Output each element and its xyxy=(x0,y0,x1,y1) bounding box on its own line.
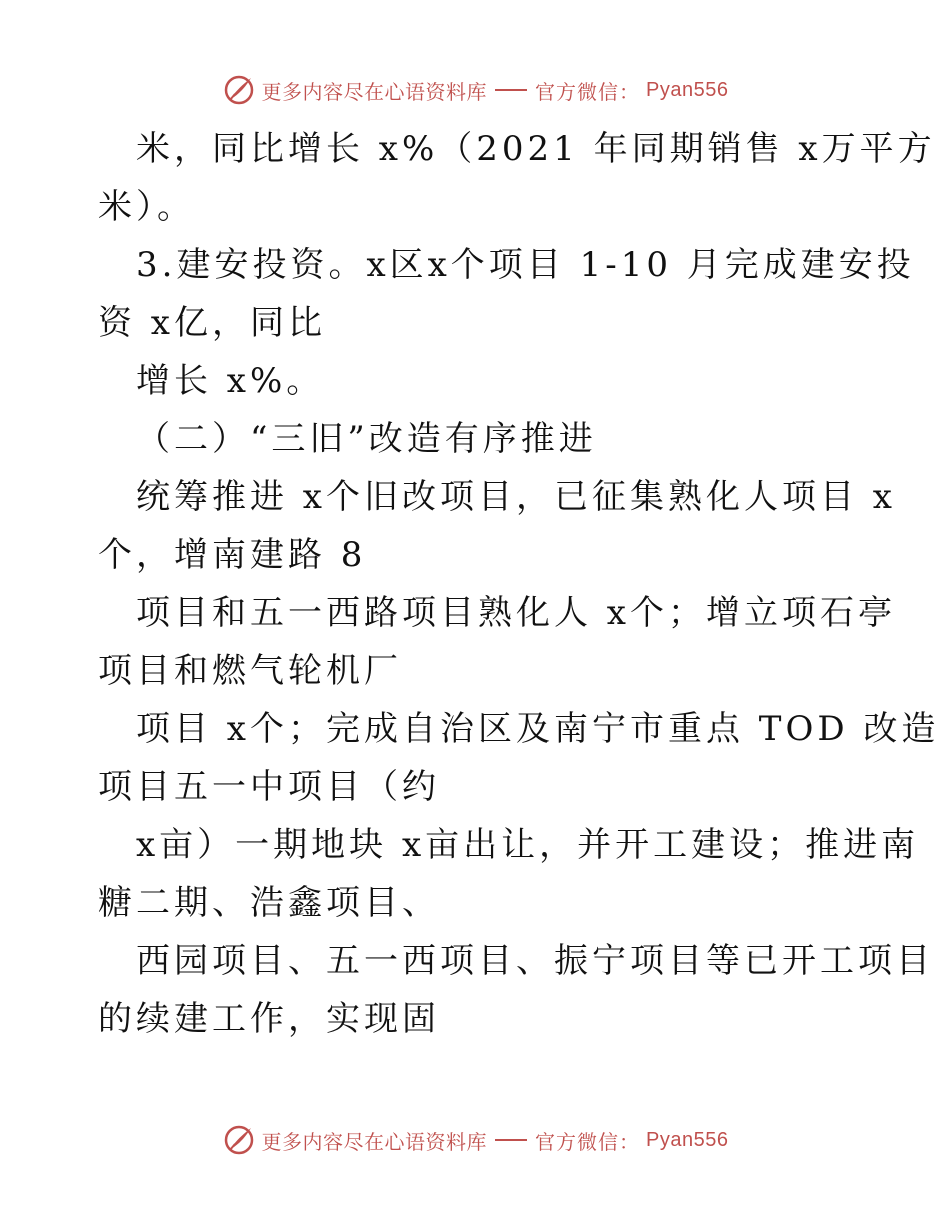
text-line-3: 3.建安投资。x区x个项目 1-10 月完成建安投 xyxy=(136,245,915,285)
watermark-text: 更多内容尽在心语资料库 xyxy=(261,1129,488,1154)
watermark-separator xyxy=(495,1139,527,1141)
text-line-4: 资 x亿，同比 xyxy=(98,303,326,343)
wechat-label: 官方微信： xyxy=(535,1129,641,1154)
watermark-text: 更多内容尽在心语资料库 xyxy=(261,79,488,104)
watermark-separator xyxy=(495,89,527,91)
wechat-id: Pyan556 xyxy=(646,1128,729,1151)
text-line-7: 统筹推进 x个旧改项目，已征集熟化人项目 x xyxy=(136,477,896,517)
quill-logo-icon xyxy=(222,1123,256,1157)
text-line-12: 项目五一中项目（约 xyxy=(98,767,440,807)
quill-logo-icon xyxy=(222,73,256,107)
text-line-1: 米，同比增长 x%（2021 年同期销售 x万平方 xyxy=(136,129,936,169)
header-watermark xyxy=(0,70,950,110)
footer-watermark xyxy=(0,1120,950,1160)
text-line-16: 的续建工作，实现固 xyxy=(98,999,440,1039)
text-line-8: 个，增南建路 8 xyxy=(98,535,367,575)
document-body xyxy=(98,120,940,1048)
text-line-11: 项目 x个；完成自治区及南宁市重点 TOD 改造 xyxy=(136,709,940,749)
wechat-label: 官方微信： xyxy=(535,79,641,104)
text-line-5: 增长 x%。 xyxy=(136,361,325,401)
wechat-id: Pyan556 xyxy=(646,78,729,101)
text-line-9: 项目和五一西路项目熟化人 x个；增立项石亭 xyxy=(136,593,896,633)
text-line-13: x亩）一期地块 x亩出让，并开工建设；推进南 xyxy=(136,825,920,865)
text-line-15: 西园项目、五一西项目、振宁项目等已开工项目 xyxy=(136,941,934,981)
text-line-10: 项目和燃气轮机厂 xyxy=(98,651,402,691)
text-line-2: 米）。 xyxy=(98,187,195,227)
section-heading: （二）“三旧”改造有序推进 xyxy=(136,419,597,459)
text-line-14: 糖二期、浩鑫项目、 xyxy=(98,883,440,923)
